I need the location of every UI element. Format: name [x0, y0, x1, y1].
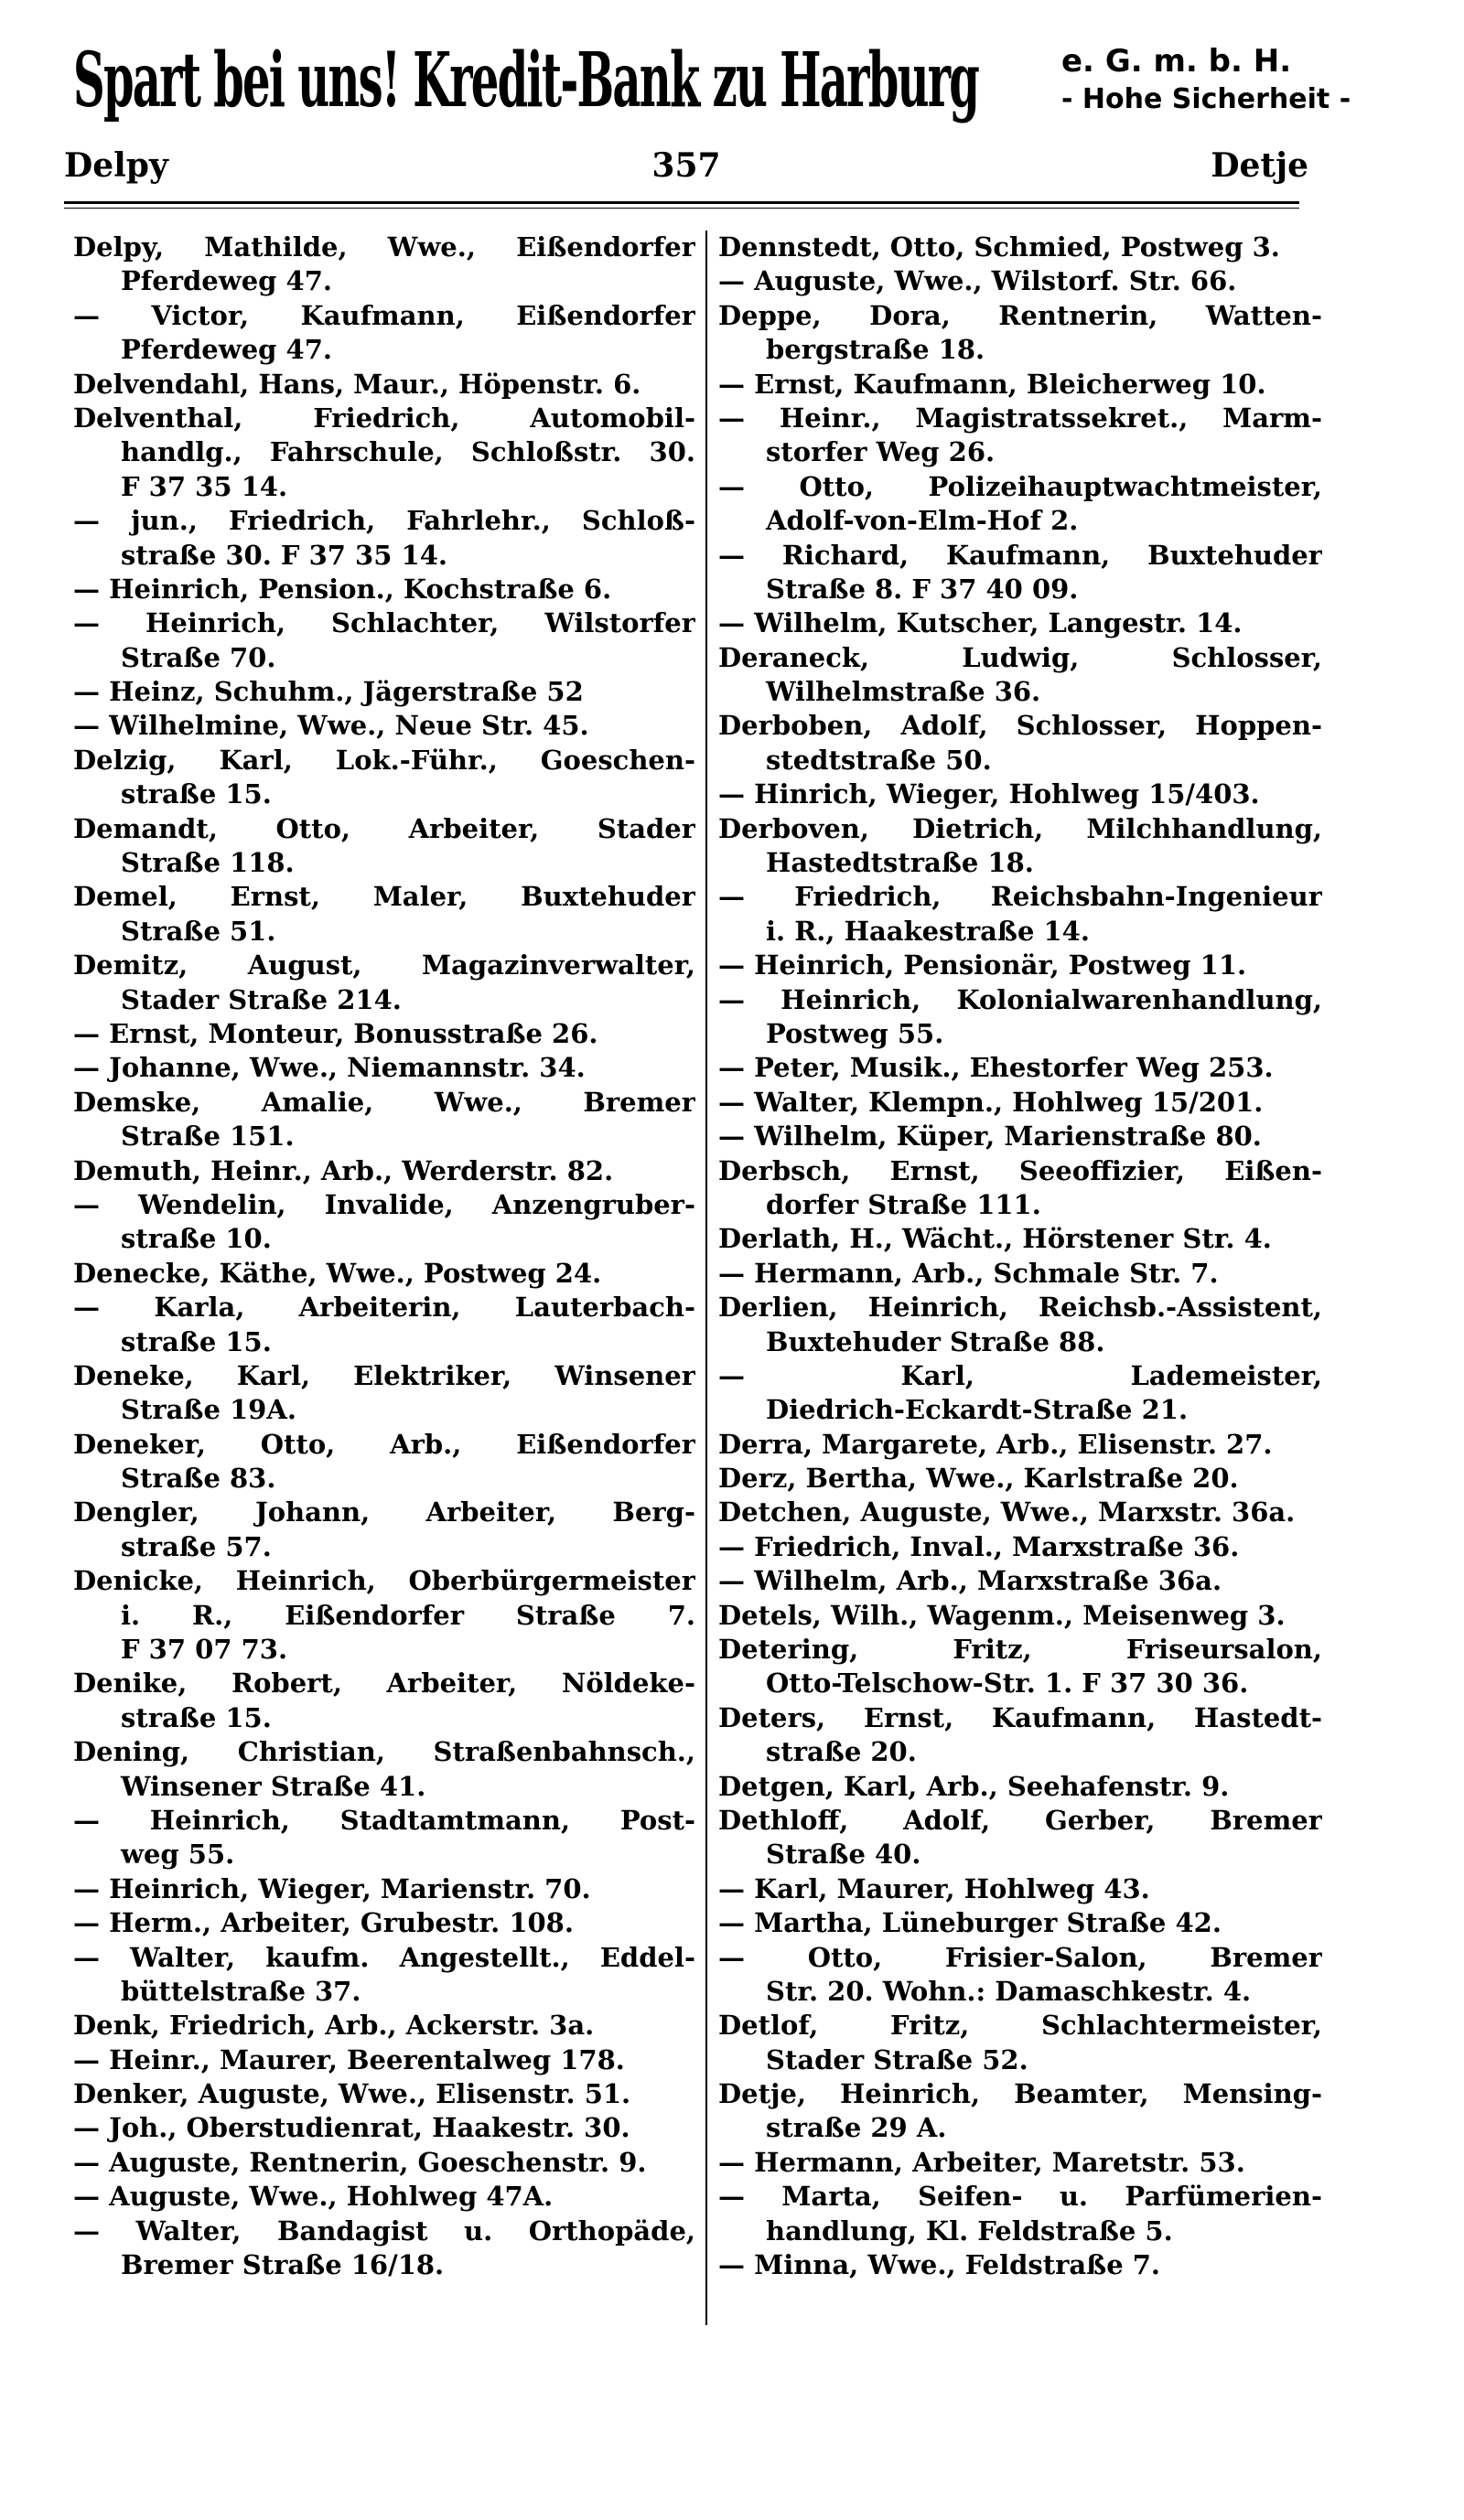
- directory-entry: [718, 1257, 1322, 1291]
- entry-line: Deppe, Dora, Rentnerin, Watten-: [718, 299, 1322, 331]
- directory-entry: [73, 1496, 695, 1564]
- directory-entry: [718, 1633, 1322, 1701]
- directory-entry: [73, 606, 695, 675]
- entry-line: — Walter, Klempn., Hohlweg 15/201.: [718, 1086, 1264, 1118]
- entry-line: Denker, Auguste, Wwe., Elisenstr. 51.: [73, 2078, 631, 2110]
- entry-line: — Herm., Arbeiter, Grubestr. 108.: [73, 1907, 574, 1939]
- entry-line: — Auguste, Wwe., Hohlweg 47A.: [73, 2181, 554, 2213]
- directory-entry: [73, 1667, 695, 1735]
- entry-continuation-line: handlg., Fahrschule, Schloßstr. 30.: [121, 436, 695, 468]
- right-column: [718, 231, 1322, 2282]
- header-first-entry: Delpy: [64, 146, 168, 185]
- directory-entry: [73, 2180, 695, 2214]
- header-rule-thin: [64, 208, 1299, 209]
- directory-entry: [73, 1017, 695, 1051]
- entry-continuation-line: straße 15.: [121, 1701, 272, 1733]
- entry-line: Demuth, Heinr., Arb., Werderstr. 82.: [73, 1154, 614, 1186]
- directory-entry: [718, 641, 1322, 710]
- banner-tagline: - Hohe Sicherheit -: [1061, 83, 1351, 115]
- entry-line: — Wilhelm, Arb., Marxstraße 36a.: [718, 1565, 1222, 1597]
- directory-entry: [718, 1359, 1322, 1428]
- entry-line: — Walter, Bandagist u. Orthopäde,: [73, 2214, 695, 2247]
- page-number: 357: [651, 146, 721, 185]
- entry-line: Derlath, H., Wächt., Hörstener Str. 4.: [718, 1223, 1272, 1255]
- directory-entry: [718, 539, 1322, 607]
- directory-entry: [73, 2077, 695, 2111]
- directory-entry: [73, 1257, 695, 1291]
- entry-line: Detering, Fritz, Friseursalon,: [718, 1634, 1322, 1666]
- entry-line: Detchen, Auguste, Wwe., Marxstr. 36a.: [718, 1496, 1296, 1528]
- entry-continuation-line: i. R., Eißendorfer Straße 7.: [121, 1599, 695, 1631]
- banner-legal-form: e. G. m. b. H.: [1061, 43, 1292, 80]
- directory-entry: [73, 1188, 695, 1257]
- entry-line: Derz, Bertha, Wwe., Karlstraße 20.: [718, 1463, 1239, 1495]
- directory-entry: [718, 1120, 1322, 1153]
- entry-line: — Friedrich, Reichsbahn-Ingenieur: [718, 881, 1322, 913]
- directory-entry: [718, 402, 1322, 470]
- directory-entry: [73, 812, 695, 881]
- entry-continuation-line: Straße 8. F 37 40 09.: [766, 573, 1079, 605]
- entry-continuation-line: Wilhelmstraße 36.: [766, 676, 1041, 708]
- entry-continuation-line: i. R., Haakestraße 14.: [766, 915, 1090, 947]
- directory-entry: [73, 402, 695, 504]
- entry-line: Demitz, August, Magazinverwalter,: [73, 949, 695, 981]
- entry-line: — Johanne, Wwe., Niemannstr. 34.: [73, 1052, 586, 1084]
- entry-line: Derboven, Dietrich, Milchhandlung,: [718, 812, 1322, 844]
- entry-line: Delventhal, Friedrich, Automobil-: [73, 402, 695, 434]
- entry-line: — Auguste, Rentnerin, Goeschenstr. 9.: [73, 2146, 647, 2178]
- directory-entry: [718, 1804, 1322, 1872]
- directory-entry: [73, 1941, 695, 2010]
- entry-continuation-line: Hastedtstraße 18.: [766, 847, 1034, 879]
- entry-line: — Peter, Musik., Ehestorfer Weg 253.: [718, 1052, 1274, 1084]
- entry-continuation-line: storfer Weg 26.: [766, 436, 996, 468]
- directory-entry: [73, 1735, 695, 1804]
- directory-entry: [718, 1701, 1322, 1770]
- entry-line: Dengler, Johann, Arbeiter, Berg-: [73, 1496, 695, 1528]
- directory-entry: [73, 2009, 695, 2043]
- directory-entry: [718, 2180, 1322, 2248]
- directory-entry: [718, 812, 1322, 881]
- banner-slogan: Spart bei uns! Kredit-Bank zu Harburg: [73, 37, 979, 124]
- entry-continuation-line: büttelstraße 37.: [121, 1975, 361, 2007]
- directory-entry: [73, 2146, 695, 2180]
- entry-line: Demandt, Otto, Arbeiter, Stader: [73, 812, 695, 844]
- entry-line: — Otto, Frisier-Salon, Bremer: [718, 1941, 1322, 1973]
- directory-entry: [718, 1906, 1322, 1940]
- entry-line: Dening, Christian, Straßenbahnsch.,: [73, 1736, 695, 1768]
- directory-entry: [718, 1496, 1322, 1529]
- entry-line: Deneker, Otto, Arb., Eißendorfer: [73, 1428, 695, 1460]
- entry-continuation-line: bergstraße 18.: [766, 334, 985, 366]
- entry-line: — Heinrich, Pension., Kochstraße 6.: [73, 573, 612, 605]
- entry-line: — Ernst, Kaufmann, Bleicherweg 10.: [718, 368, 1266, 400]
- header-rule-thick: [64, 201, 1299, 204]
- entry-line: Derlien, Heinrich, Reichsb.-Assistent,: [718, 1292, 1322, 1324]
- entry-line: — Friedrich, Inval., Marxstraße 36.: [718, 1530, 1240, 1562]
- directory-entry: [718, 1428, 1322, 1462]
- entry-continuation-line: Straße 118.: [121, 847, 295, 879]
- directory-entry: [718, 2077, 1322, 2146]
- directory-entry: [73, 231, 695, 299]
- directory-entry: [73, 1359, 695, 1428]
- column-divider: [705, 231, 707, 2325]
- entry-line: — Karl, Maurer, Hohlweg 43.: [718, 1872, 1150, 1904]
- banner-side-text: [1061, 42, 1409, 119]
- directory-entry: [73, 1051, 695, 1085]
- directory-entry: [73, 299, 695, 368]
- entry-line: — Wendelin, Invalide, Anzengruber-: [73, 1188, 695, 1220]
- directory-entry: [718, 2248, 1322, 2282]
- entry-continuation-line: Straße 83.: [121, 1463, 276, 1495]
- entry-line: Demske, Amalie, Wwe., Bremer: [73, 1086, 695, 1118]
- directory-entry: [718, 777, 1322, 811]
- entry-line: Deters, Ernst, Kaufmann, Hastedt-: [718, 1701, 1322, 1733]
- entry-line: Denecke, Käthe, Wwe., Postweg 24.: [73, 1257, 602, 1289]
- directory-entry: [718, 1154, 1322, 1223]
- directory-entry: [73, 1086, 695, 1154]
- directory-entry: [718, 880, 1322, 949]
- directory-entry: [718, 1291, 1322, 1359]
- directory-entry: [718, 1770, 1322, 1804]
- entry-line: — Martha, Lüneburger Straße 42.: [718, 1907, 1222, 1939]
- entry-continuation-line: Pferdeweg 47.: [121, 334, 332, 366]
- directory-entry: [73, 2214, 695, 2283]
- entry-continuation-line: stedtstraße 50.: [766, 744, 992, 776]
- directory-entry: [718, 1941, 1322, 2010]
- entry-continuation-line: straße 29 A.: [766, 2112, 947, 2144]
- entry-line: — Hermann, Arb., Schmale Str. 7.: [718, 1257, 1219, 1289]
- entry-line: Detlof, Fritz, Schlachtermeister,: [718, 2010, 1322, 2042]
- entry-line: Detje, Heinrich, Beamter, Mensing-: [718, 2078, 1322, 2110]
- entry-continuation-line: Straße 51.: [121, 915, 276, 947]
- entry-continuation-line: straße 15.: [121, 778, 272, 810]
- entry-line: Detels, Wilh., Wagenm., Meisenweg 3.: [718, 1599, 1286, 1631]
- entry-line: Dennstedt, Otto, Schmied, Postweg 3.: [718, 231, 1280, 263]
- entry-line: — Heinrich, Schlachter, Wilstorfer: [73, 607, 695, 639]
- entry-continuation-line: Postweg 55.: [766, 1017, 944, 1049]
- directory-entry: [73, 1428, 695, 1496]
- entry-line: Derbsch, Ernst, Seeoffizier, Eißen-: [718, 1154, 1322, 1186]
- entry-line: — Heinz, Schuhm., Jägerstraße 52: [73, 676, 584, 708]
- entry-line: — Karla, Arbeiterin, Lauterbach-: [73, 1292, 695, 1324]
- directory-entry: [73, 1154, 695, 1188]
- directory-entry: [718, 1564, 1322, 1598]
- entry-line: — Joh., Oberstudienrat, Haakestr. 30.: [73, 2112, 630, 2144]
- directory-entry: [73, 1291, 695, 1359]
- entry-line: — Richard, Kaufmann, Buxtehuder: [718, 539, 1322, 571]
- directory-entry: [718, 299, 1322, 368]
- directory-entry: [73, 573, 695, 606]
- directory-entry: [73, 1564, 695, 1667]
- entry-continuation-line: Straße 151.: [121, 1121, 295, 1153]
- entry-line: — Karl, Lademeister,: [718, 1359, 1322, 1391]
- directory-entry: [718, 1051, 1322, 1085]
- entry-line: Deraneck, Ludwig, Schlosser,: [718, 641, 1322, 673]
- directory-entry: [718, 264, 1322, 298]
- entry-line: — Marta, Seifen- u. Parfümerien-: [718, 2181, 1322, 2213]
- entry-continuation-line: straße 20.: [766, 1736, 917, 1768]
- entry-line: Detgen, Karl, Arb., Seehafenstr. 9.: [718, 1770, 1230, 1802]
- entry-line: — Wilhelmine, Wwe., Neue Str. 45.: [73, 710, 589, 742]
- entry-line: — Heinrich, Kolonialwarenhandlung,: [718, 983, 1322, 1015]
- entry-continuation-line: Stader Straße 214.: [121, 983, 402, 1015]
- entry-line: Denk, Friedrich, Arb., Ackerstr. 3a.: [73, 2010, 595, 2042]
- entry-line: — Auguste, Wwe., Wilstorf. Str. 66.: [718, 265, 1237, 297]
- entry-continuation-line: straße 57.: [121, 1530, 272, 1562]
- header-last-entry: Detje: [1211, 146, 1308, 185]
- entry-line: — Walter, kaufm. Angestellt., Eddel-: [73, 1941, 695, 1973]
- directory-entry: [718, 1222, 1322, 1256]
- entry-continuation-line: Straße 19A.: [121, 1394, 296, 1426]
- entry-line: Deneke, Karl, Elektriker, Winsener: [73, 1359, 695, 1391]
- entry-continuation-line: Otto-Telschow-Str. 1. F 37 30 36.: [766, 1667, 1249, 1700]
- entry-continuation-line: Adolf-von-Elm-Hof 2.: [766, 505, 1079, 537]
- entry-line: Delvendahl, Hans, Maur., Höpenstr. 6.: [73, 368, 641, 400]
- directory-entry: [718, 709, 1322, 777]
- entry-line: Demel, Ernst, Maler, Buxtehuder: [73, 881, 695, 913]
- directory-entry: [718, 1599, 1322, 1633]
- entry-line: — Wilhelm, Kutscher, Langestr. 14.: [718, 607, 1243, 639]
- directory-entry: [718, 606, 1322, 640]
- entry-line: — Heinrich, Wieger, Marienstr. 70.: [73, 1872, 591, 1904]
- entry-line: — Heinr., Maurer, Beerentalweg 178.: [73, 2043, 625, 2075]
- entry-continuation-line: Stader Straße 52.: [766, 2043, 1028, 2075]
- entry-line: — Hermann, Arbeiter, Maretstr. 53.: [718, 2146, 1245, 2178]
- entry-line: Delzig, Karl, Lok.-Führ., Goeschen-: [73, 744, 695, 776]
- directory-entry: [73, 2043, 695, 2077]
- entry-line: Dethloff, Adolf, Gerber, Bremer: [718, 1804, 1322, 1836]
- directory-entry: [73, 744, 695, 812]
- entry-continuation-line: Bremer Straße 16/18.: [121, 2249, 445, 2281]
- entry-line: — Otto, Polizeihauptwachtmeister,: [718, 470, 1322, 502]
- entry-continuation-line: F 37 07 73.: [121, 1634, 288, 1666]
- entry-line: — Hinrich, Wieger, Hohlweg 15/403.: [718, 778, 1260, 810]
- entry-continuation-line: handlung, Kl. Feldstraße 5.: [766, 2214, 1173, 2247]
- entry-continuation-line: dorfer Straße 111.: [766, 1188, 1041, 1220]
- entry-line: Denicke, Heinrich, Oberbürgermeister: [73, 1565, 695, 1597]
- entry-line: — Heinrich, Pensionär, Postweg 11.: [718, 949, 1247, 981]
- directory-entry: [73, 1872, 695, 1906]
- entry-continuation-line: Str. 20. Wohn.: Damaschkestr. 4.: [766, 1975, 1252, 2007]
- entry-continuation-line: F 37 35 14.: [121, 470, 288, 502]
- entry-line: — Minna, Wwe., Feldstraße 7.: [718, 2249, 1161, 2281]
- directory-entry: [73, 1906, 695, 1940]
- entry-line: — Ernst, Monteur, Bonusstraße 26.: [73, 1017, 598, 1049]
- directory-entry: [73, 949, 695, 1017]
- directory-entry: [718, 2009, 1322, 2077]
- entry-continuation-line: straße 15.: [121, 1325, 272, 1357]
- entry-line: Denike, Robert, Arbeiter, Nöldeke-: [73, 1667, 695, 1700]
- entry-line: — Victor, Kaufmann, Eißendorfer: [73, 299, 695, 331]
- directory-entry: [718, 1872, 1322, 1906]
- directory-entry: [73, 504, 695, 573]
- entry-line: — Heinr., Magistratssekret., Marm-: [718, 402, 1322, 434]
- directory-entry: [718, 983, 1322, 1052]
- directory-entry: [718, 1086, 1322, 1120]
- directory-entry: [718, 1462, 1322, 1496]
- entry-continuation-line: Straße 40.: [766, 1839, 921, 1871]
- entry-line: — jun., Friedrich, Fahrlehr., Schloß-: [73, 505, 695, 537]
- directory-entry: [718, 1530, 1322, 1564]
- left-column: [73, 231, 695, 2282]
- entry-line: Derboben, Adolf, Schlosser, Hoppen-: [718, 710, 1322, 742]
- directory-entry: [73, 1804, 695, 1872]
- entry-line: — Wilhelm, Küper, Marienstraße 80.: [718, 1121, 1262, 1153]
- directory-entry: [718, 2146, 1322, 2180]
- entry-continuation-line: Pferdeweg 47.: [121, 265, 332, 297]
- directory-entry: [718, 231, 1322, 264]
- entry-continuation-line: straße 30. F 37 35 14.: [121, 539, 447, 571]
- directory-entry: [73, 675, 695, 709]
- entry-line: Derra, Margarete, Arb., Elisenstr. 27.: [718, 1428, 1273, 1460]
- directory-entry: [718, 368, 1322, 402]
- entry-continuation-line: Winsener Straße 41.: [121, 1770, 426, 1802]
- entry-line: Delpy, Mathilde, Wwe., Eißendorfer: [73, 231, 695, 263]
- directory-entry: [73, 368, 695, 402]
- entry-continuation-line: Buxtehuder Straße 88.: [766, 1325, 1105, 1357]
- entry-line: — Heinrich, Stadtamtmann, Post-: [73, 1804, 695, 1836]
- entry-continuation-line: Diedrich-Eckardt-Straße 21.: [766, 1394, 1189, 1426]
- directory-entry: [73, 880, 695, 949]
- running-head: [64, 146, 1308, 201]
- entry-continuation-line: Straße 70.: [121, 641, 276, 673]
- directory-entry: [73, 709, 695, 743]
- entry-continuation-line: straße 10.: [121, 1223, 272, 1255]
- directory-entry: [73, 2111, 695, 2145]
- entry-continuation-line: weg 55.: [121, 1839, 235, 1871]
- directory-entry: [718, 949, 1322, 982]
- directory-entry: [718, 470, 1322, 539]
- advertisement-banner: [73, 27, 1409, 137]
